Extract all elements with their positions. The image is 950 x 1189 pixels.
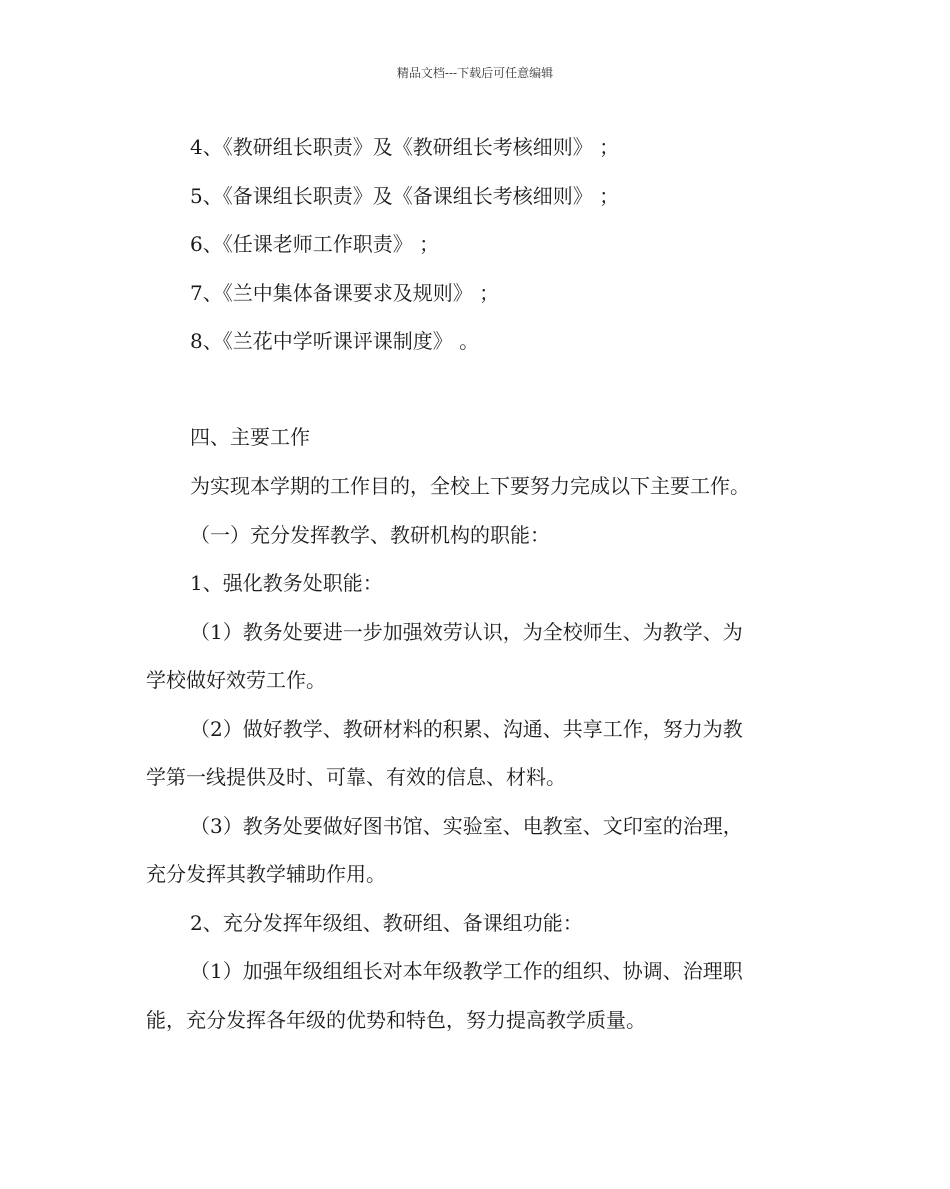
list-item-6: 6、《任课老师工作职责》 ； <box>190 232 440 256</box>
paragraph-1-2-line-2: 学第一线提供及时、可靠、有效的信息、材料。 <box>146 765 566 789</box>
list-item-7: 7、《兰中集体备课要求及规则》 ； <box>190 281 500 305</box>
section-heading: 四、主要工作 <box>190 425 310 449</box>
paragraph-2-1-line-1: （1）加强年级组组长对本年级教学工作的组织、协调、治理职 <box>190 959 743 983</box>
paragraph-1-2-line-1: （2）做好教学、教研材料的积累、沟通、共享工作，努力为教 <box>190 717 743 741</box>
list-item-4: 4、《教研组长职责》及《教研组长考核细则》 ； <box>190 135 620 159</box>
list-item-8: 8、《兰花中学听课评课制度》 。 <box>190 329 480 353</box>
paragraph-2-1-line-2: 能，充分发挥各年级的优势和特色，努力提高教学质量。 <box>146 1008 646 1032</box>
item-heading-2: 2、充分发挥年级组、教研组、备课组功能： <box>190 911 583 935</box>
item-heading-1: 1、强化教务处职能： <box>190 571 383 595</box>
paragraph-1-3-line-2: 充分发挥其教学辅助作用。 <box>146 862 386 886</box>
paragraph-1-1-line-1: （1）教务处要进一步加强效劳认识，为全校师生、为教学、为 <box>190 620 743 644</box>
list-item-5: 5、《备课组长职责》及《备课组长考核细则》 ； <box>190 184 620 208</box>
subsection-heading: （一）充分发挥教学、教研机构的职能： <box>190 523 550 547</box>
paragraph-1-1-line-2: 学校做好效劳工作。 <box>146 668 326 692</box>
page-header: 精品文档---下载后可任意编辑 <box>396 66 554 80</box>
paragraph-1-3-line-1: （3）教务处要做好图书馆、实验室、电教室、文印室的治理， <box>190 814 743 838</box>
paragraph-intro: 为实现本学期的工作目的，全校上下要努力完成以下主要工作。 <box>190 474 750 498</box>
